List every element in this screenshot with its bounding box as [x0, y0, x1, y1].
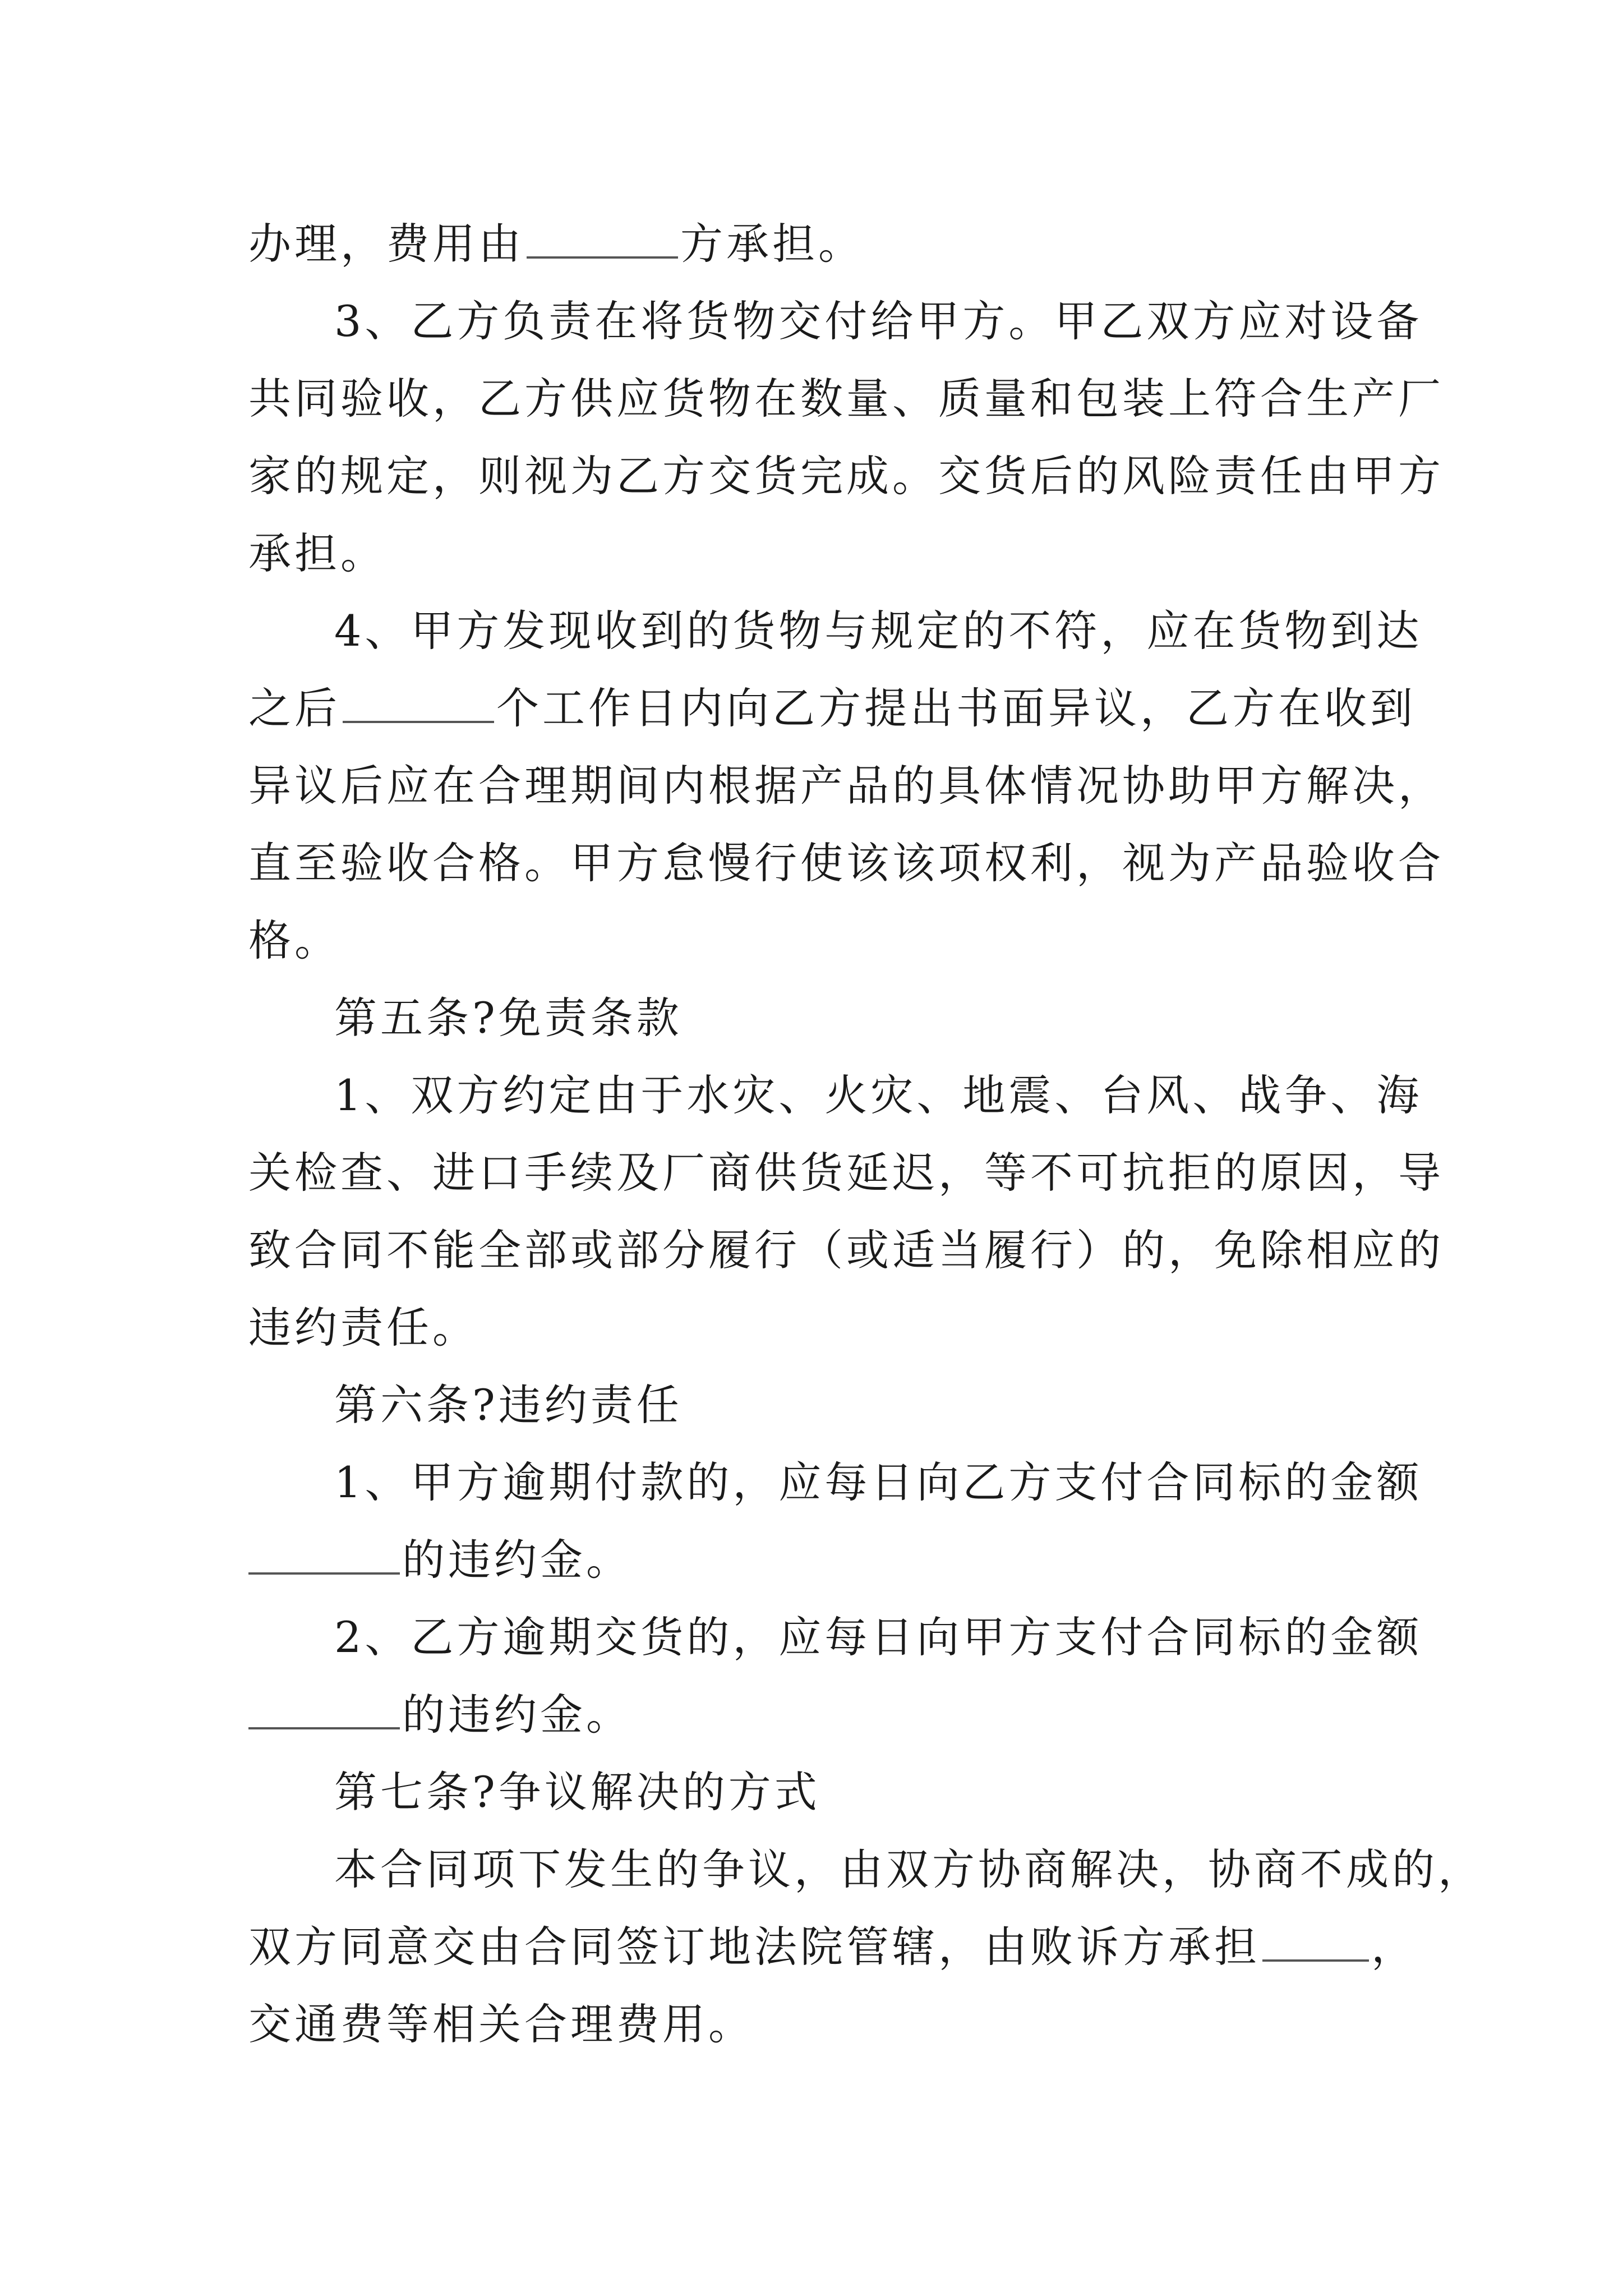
- text-segment: 承担。: [248, 528, 386, 578]
- text-segment: 关检查、进口手续及厂商供货延迟，等不可抗拒的原因，导: [248, 1148, 1444, 1198]
- text-line-6: [334, 603, 1422, 659]
- text-line-8: [248, 758, 1444, 814]
- text-line-4: [248, 448, 1444, 504]
- text-line-3: [248, 371, 1444, 427]
- text-segment: 之后: [248, 683, 340, 733]
- fill-blank: [1262, 1955, 1369, 1962]
- text-line-7: [248, 680, 1416, 737]
- section-heading-5: [334, 990, 683, 1046]
- text-line-13: [248, 1222, 1444, 1278]
- text-segment: 违约责任。: [248, 1303, 478, 1352]
- text-line-21: [248, 1996, 754, 2053]
- text-segment: 第六条?违约责任: [334, 1380, 683, 1430]
- text-segment: 交通费等相关合理费用。: [248, 1999, 754, 2049]
- text-segment: 3、乙方负责在将货物交付给甲方。甲乙双方应对设备: [334, 296, 1423, 346]
- text-segment: 共同验收，乙方供应货物在数量、质量和包装上符合生产厂: [248, 374, 1444, 424]
- text-line-10: [248, 913, 340, 969]
- text-line-14: [248, 1300, 478, 1356]
- text-line-2: [334, 293, 1422, 349]
- text-segment: 办理，费用由: [248, 219, 524, 269]
- section-heading-7: [334, 1764, 820, 1820]
- text-line-15: [334, 1455, 1422, 1511]
- text-segment: 直至验收合格。甲方怠慢行使该该项权利，视为产品验收合: [248, 838, 1444, 888]
- fill-blank: [343, 716, 494, 723]
- text-segment: 个工作日内向乙方提出书面异议，乙方在收到: [496, 683, 1416, 733]
- text-segment: 第七条?争议解决的方式: [334, 1767, 820, 1817]
- text-segment: 的违约金。: [402, 1690, 632, 1740]
- text-segment: 格。: [248, 915, 340, 965]
- fill-blank: [248, 1568, 400, 1575]
- text-segment: 本合同项下发生的争议，由双方协商解决，协商不成的，: [334, 1844, 1484, 1894]
- text-segment: 1、甲方逾期付款的，应每日向乙方支付合同标的金额: [334, 1457, 1423, 1507]
- text-segment: 4、甲方发现收到的货物与规定的不符，应在货物到达: [334, 606, 1423, 656]
- text-segment: 的违约金。: [402, 1535, 632, 1585]
- text-segment: 异议后应在合理期间内根据产品的具体情况协助甲方解决，: [248, 761, 1444, 811]
- text-line-18: [248, 1687, 632, 1743]
- text-segment: 家的规定，则视为乙方交货完成。交货后的风险责任由甲方: [248, 451, 1444, 501]
- text-line-9: [248, 835, 1444, 891]
- text-segment: 双方同意交由合同签订地法院管辖，由败诉方承担: [248, 1922, 1260, 1972]
- text-line-12: [248, 1145, 1444, 1201]
- text-line-16: [248, 1532, 632, 1588]
- fill-blank: [248, 1723, 400, 1729]
- fill-blank: [527, 252, 678, 259]
- text-segment: ，: [1371, 1922, 1417, 1972]
- text-segment: 1、双方约定由于水灾、火灾、地震、台风、战争、海: [334, 1070, 1423, 1120]
- text-segment: 致合同不能全部或部分履行（或适当履行）的，免除相应的: [248, 1225, 1444, 1275]
- text-line-19: [334, 1842, 1484, 1898]
- text-line-5: [248, 526, 386, 582]
- text-line-20: [248, 1919, 1417, 1975]
- text-line-1: [248, 216, 864, 272]
- section-heading-6: [334, 1377, 683, 1433]
- text-line-17: [334, 1609, 1422, 1665]
- text-segment: 第五条?免责条款: [334, 993, 683, 1043]
- text-segment: 2、乙方逾期交货的，应每日向甲方支付合同标的金额: [334, 1612, 1423, 1662]
- text-line-11: [334, 1068, 1422, 1124]
- text-segment: 方承担。: [680, 219, 864, 269]
